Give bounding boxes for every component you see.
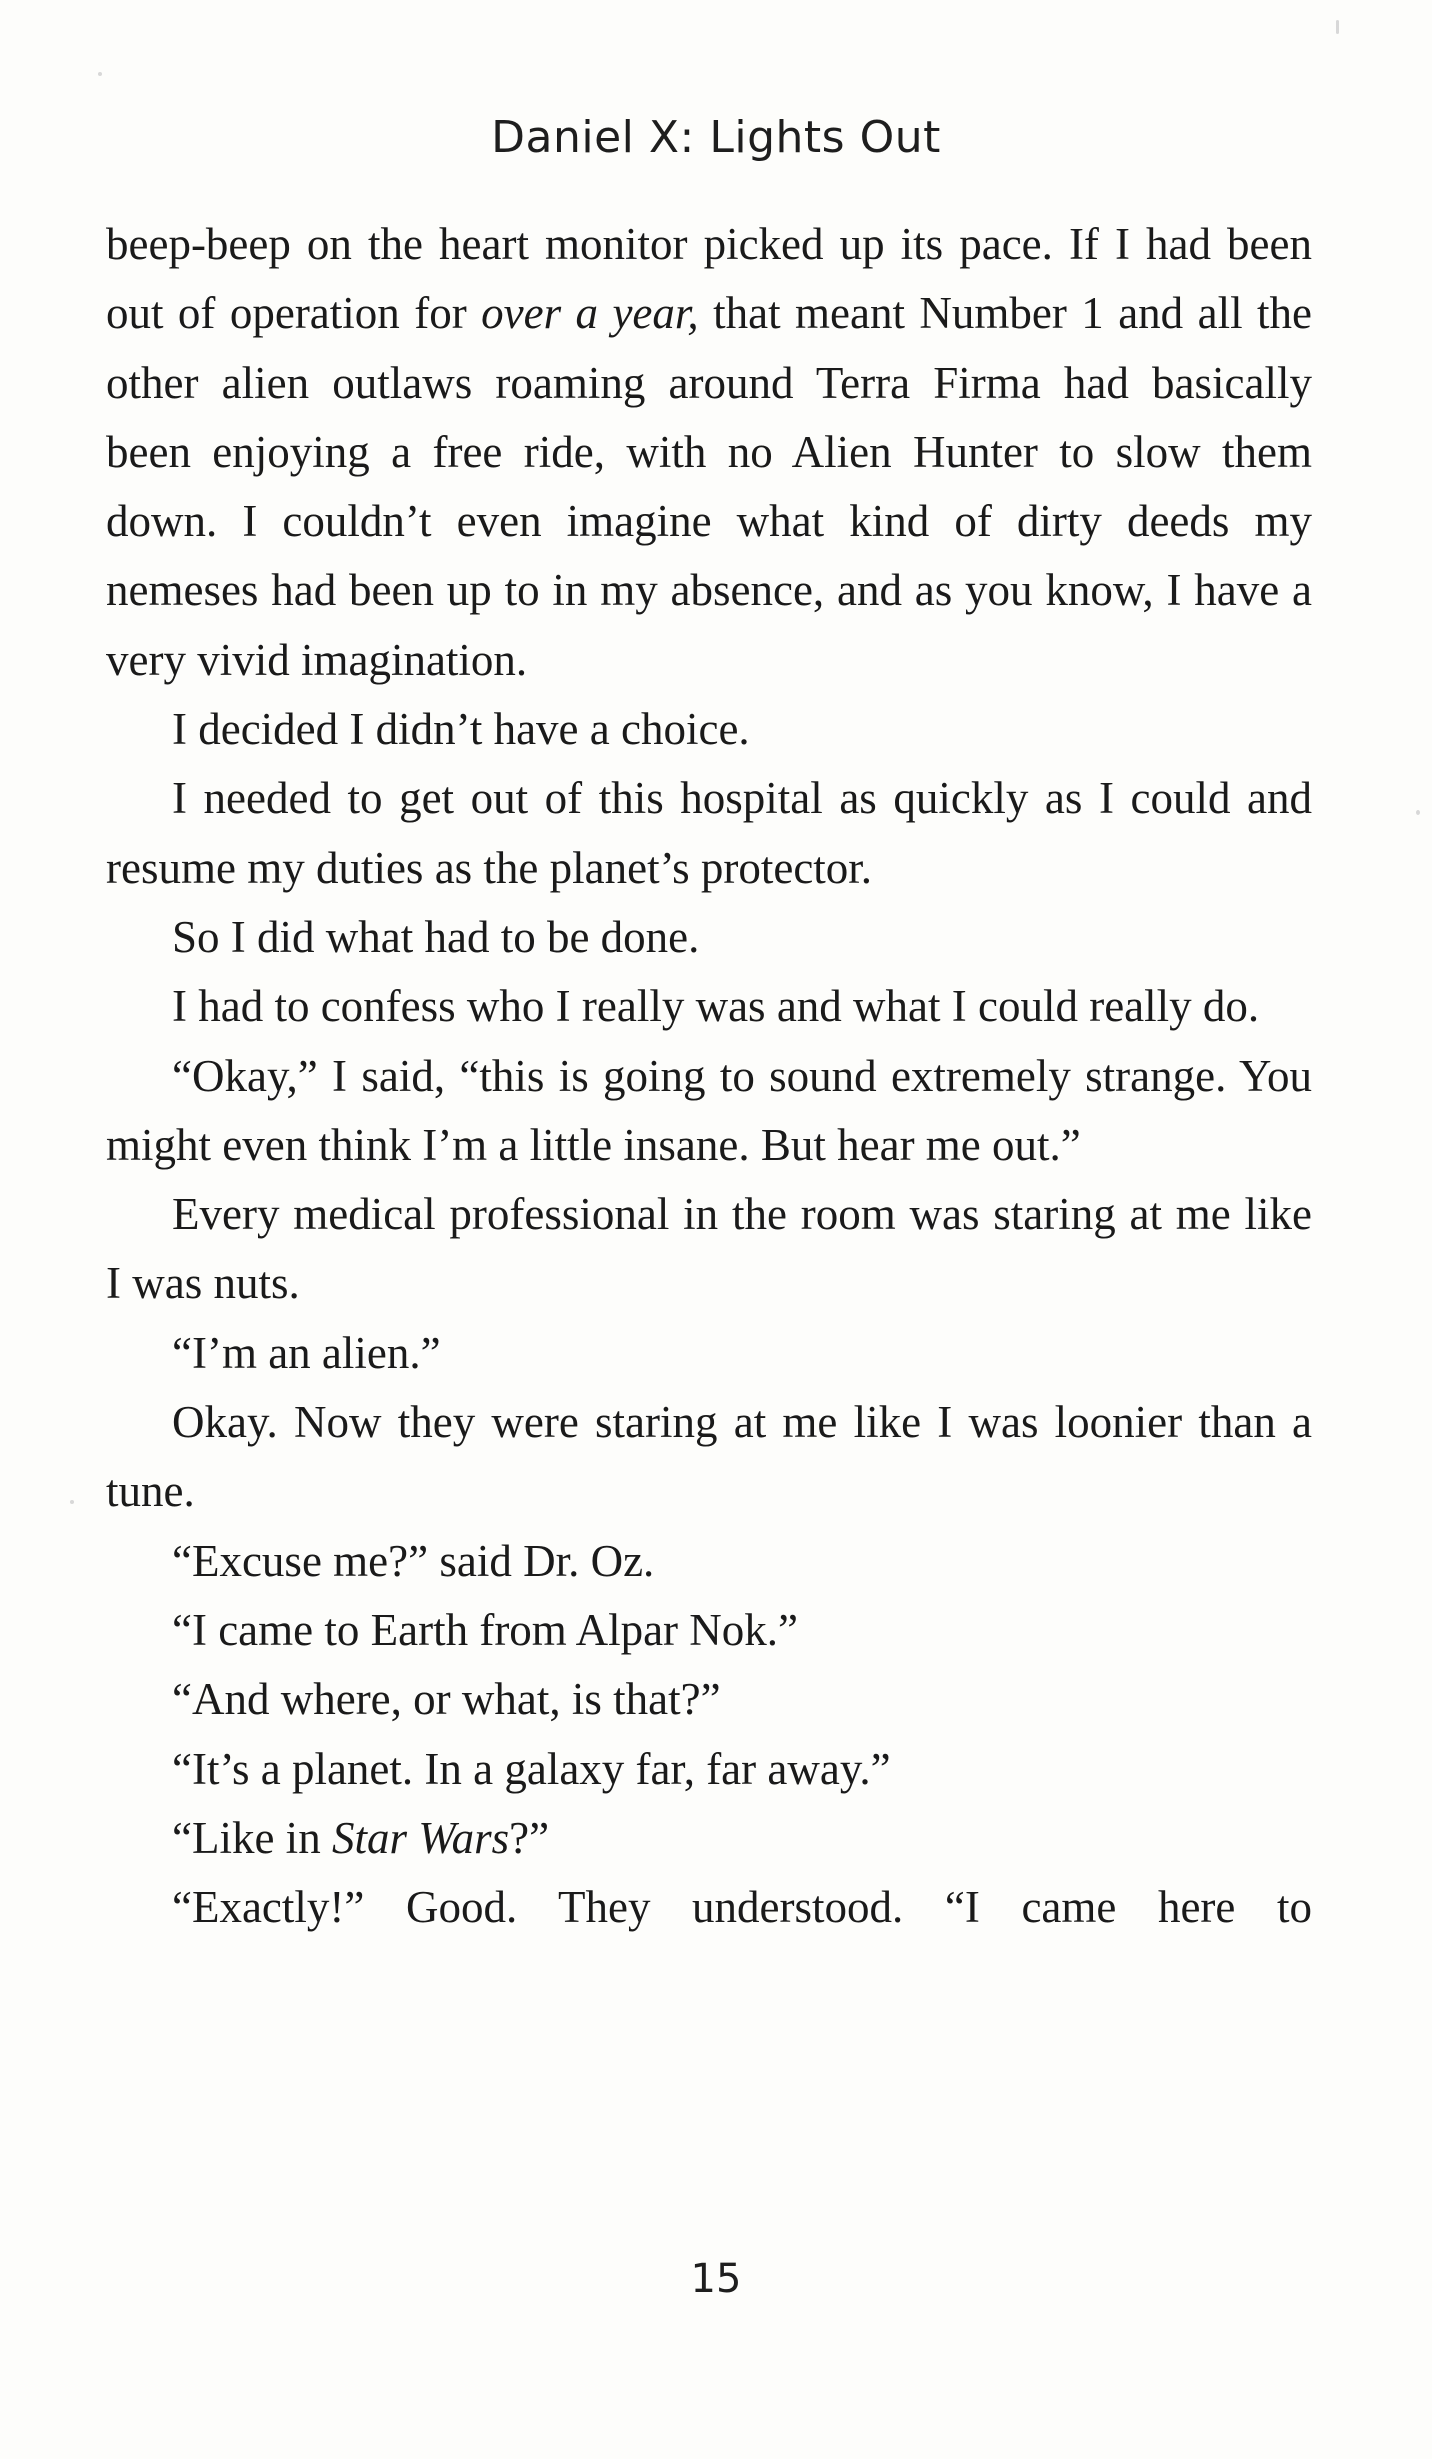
text-run: “I came to Earth from Alpar Nok.” bbox=[172, 1604, 799, 1655]
text-run: Every medical professional in the room was staring at me like I was nuts. bbox=[106, 1189, 1312, 1309]
paragraph bbox=[106, 1735, 1312, 1804]
text-run: “And where, or what, is that?” bbox=[172, 1674, 721, 1725]
paragraph bbox=[106, 210, 1312, 695]
body-text bbox=[106, 210, 1312, 1942]
italic-text: Star Wars bbox=[331, 1812, 510, 1863]
text-run: I had to confess who I really was and what I could really do. bbox=[172, 981, 1260, 1032]
scan-speck bbox=[70, 1500, 74, 1504]
text-run: beep-beep on the heart monitor picked up its pace. If I had been out of operation for bbox=[106, 219, 1312, 339]
paragraph bbox=[106, 1319, 1312, 1388]
paragraph bbox=[106, 1180, 1312, 1319]
running-head: Daniel X: Lights Out bbox=[491, 112, 941, 163]
paragraph bbox=[106, 764, 1312, 903]
paragraph bbox=[106, 1388, 1312, 1527]
text-run: that meant Number 1 and all the other alien outlaws roaming around Terra Firma had basically been enjoying a free ride, with no Alien Hunter to slow them down. I couldn’t even imagine what kind of dirty deeds my nemeses had been up to in my absence, and as you know, I have a very vivid imagination. bbox=[106, 288, 1312, 685]
italic-text: over a year, bbox=[481, 288, 699, 339]
text-run: I needed to get out of this hospital as quickly as I could and resume my duties as the planet’s protector. bbox=[106, 773, 1312, 893]
paragraph bbox=[106, 972, 1312, 1041]
text-run: So I did what had to be done. bbox=[172, 911, 700, 962]
paragraph bbox=[106, 1873, 1312, 1942]
text-run: “It’s a planet. In a galaxy far, far away.” bbox=[172, 1743, 891, 1794]
text-run: I decided I didn’t have a choice. bbox=[172, 704, 750, 755]
paragraph bbox=[106, 1665, 1312, 1734]
paragraph bbox=[106, 1527, 1312, 1596]
text-run: “I’m an alien.” bbox=[172, 1327, 441, 1378]
page-number: 15 bbox=[690, 2256, 742, 2302]
text-run: “Exactly!” Good. They understood. “I came here to bbox=[172, 1882, 1312, 1933]
text-run: ?” bbox=[509, 1812, 550, 1863]
text-run: “Okay,” I said, “this is going to sound extremely strange. You might even think I’m a little insane. But hear me out.” bbox=[106, 1050, 1312, 1170]
scan-speck bbox=[98, 72, 102, 76]
paragraph bbox=[106, 903, 1312, 972]
paragraph bbox=[106, 695, 1312, 764]
paragraph bbox=[106, 1804, 1312, 1873]
paragraph bbox=[106, 1042, 1312, 1181]
scan-speck bbox=[1416, 810, 1420, 815]
text-run: “Excuse me?” said Dr. Oz. bbox=[172, 1535, 655, 1586]
text-run: Okay. Now they were staring at me like I was loonier than a tune. bbox=[106, 1397, 1312, 1517]
scan-speck bbox=[1336, 20, 1339, 34]
text-run: “Like in bbox=[172, 1812, 332, 1863]
paragraph bbox=[106, 1596, 1312, 1665]
